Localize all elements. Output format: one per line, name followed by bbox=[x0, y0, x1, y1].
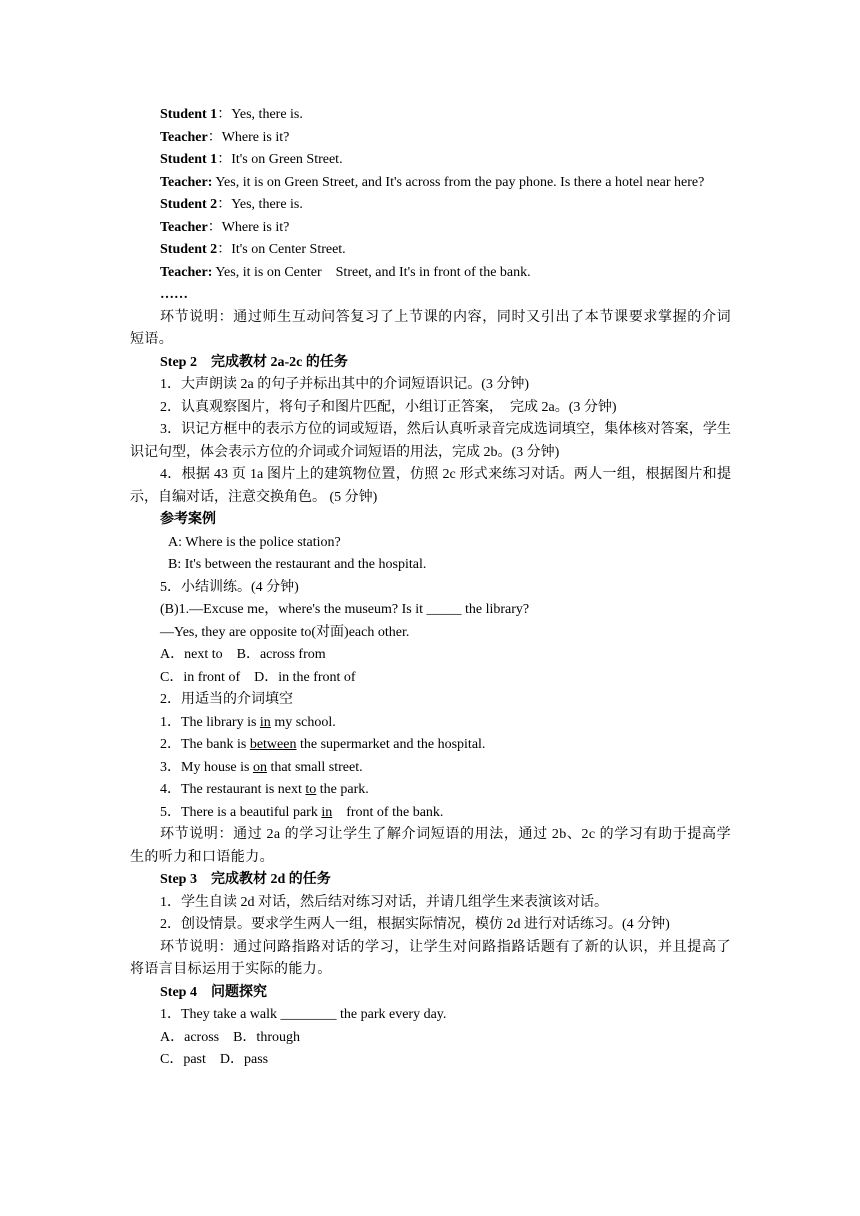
speaker-label: Student 1 bbox=[160, 152, 218, 167]
dialogue-line bbox=[130, 127, 731, 150]
dialogue-line bbox=[130, 104, 731, 127]
speaker-label: Teacher bbox=[160, 129, 208, 145]
fill-title: 2．用适当的介词填空 bbox=[160, 692, 293, 707]
dialogue-line bbox=[130, 194, 731, 217]
ellipsis: …… bbox=[160, 287, 188, 302]
dialogue-text: Where is it? bbox=[221, 129, 290, 145]
separator: ： bbox=[217, 107, 232, 122]
speaker-label: Teacher: bbox=[160, 174, 213, 190]
step-heading bbox=[130, 869, 731, 892]
question: (B)1.—Excuse me，where's the museum? Is it _____ the library? bbox=[160, 602, 530, 617]
fill-answer: in bbox=[321, 804, 333, 820]
separator: ： bbox=[217, 242, 232, 257]
list-item: 1．学生自读 2d 对话，然后结对练习对话，并请几组学生来表演该对话。 bbox=[160, 894, 608, 910]
question: 1．They take a walk ________ the park every day. bbox=[160, 1007, 447, 1022]
fill-pre: 4．The restaurant is next bbox=[160, 782, 306, 797]
fill-pre: 2．The bank is bbox=[160, 737, 250, 752]
dialogue-line bbox=[130, 239, 731, 262]
fill-answer: in bbox=[259, 714, 271, 730]
list-item: 2．创设情景。要求学生两人一组，根据实际情况，模仿 2d 进行对话练习。(4 分钟) bbox=[160, 917, 670, 932]
step-tag: Step 3 bbox=[160, 872, 197, 887]
reference-line: B: It's between the restaurant and the hospital. bbox=[168, 557, 427, 572]
step-title: 完成教材 2d 的任务 bbox=[210, 872, 331, 887]
fill-item bbox=[130, 712, 731, 735]
section-note: 环节说明：通过 2a 的学习让学生了解介词短语的用法，通过 2b、2c 的学习有助于提高学生的听力和口语能力。 bbox=[130, 827, 731, 865]
separator: ： bbox=[207, 129, 222, 145]
step-title: 问题探究 bbox=[210, 984, 267, 1000]
fill-item bbox=[130, 757, 731, 780]
fill-item bbox=[130, 802, 731, 825]
step-heading bbox=[130, 982, 731, 1005]
step-tag: Step 4 bbox=[160, 984, 197, 1000]
dialogue-line bbox=[130, 262, 731, 285]
question-reply: —Yes, they are opposite to(对面)each other. bbox=[160, 624, 410, 640]
list-item: 1．大声朗读 2a 的句子并标出其中的介词短语识记。(3 分钟) bbox=[160, 377, 530, 392]
section-note: 环节说明：通过问路指路对话的学习，让学生对问路指路话题有了新的认识，并且提高了将语言目标运用于实际的能力。 bbox=[130, 939, 731, 977]
dialogue-text: It's on Green Street. bbox=[231, 152, 343, 167]
fill-post: that small street. bbox=[266, 759, 363, 775]
list-item: 2．认真观察图片，将句子和图片匹配，小组订正答案， 完成 2a。(3 分钟) bbox=[160, 399, 617, 415]
fill-post: front of the bank. bbox=[332, 804, 444, 820]
options-line: A．across B．through bbox=[160, 1029, 300, 1045]
section-note: 环节说明：通过师生互动问答复习了上节课的内容，同时又引出了本节课要求掌握的介词短语。 bbox=[130, 309, 731, 347]
fill-item bbox=[130, 734, 731, 757]
speaker-label: Student 2 bbox=[160, 242, 218, 257]
options-line: C．in front of D．in the front of bbox=[160, 669, 356, 685]
fill-answer: on bbox=[252, 759, 267, 775]
dialogue-text: Yes, it is on Center Street, and It's in front of the bank. bbox=[215, 264, 531, 280]
dialogue-text: Yes, there is. bbox=[231, 197, 303, 212]
reference-title: 参考案例 bbox=[160, 512, 216, 527]
speaker-label: Student 1 bbox=[160, 107, 218, 122]
fill-item bbox=[130, 779, 731, 802]
speaker-label: Teacher: bbox=[160, 264, 213, 280]
dialogue-text: It's on Center Street. bbox=[231, 242, 346, 257]
speaker-label: Student 2 bbox=[160, 197, 218, 212]
document-body bbox=[130, 104, 731, 1072]
list-item: 5．小结训练。(4 分钟) bbox=[160, 579, 299, 595]
fill-pre: 1．The library is bbox=[160, 714, 260, 730]
options-line: C．past D．pass bbox=[160, 1052, 269, 1067]
fill-pre: 3．My house is bbox=[160, 759, 253, 775]
fill-post: the supermarket and the hospital. bbox=[296, 737, 486, 752]
dialogue-text: Yes, there is. bbox=[231, 107, 303, 122]
separator: ： bbox=[217, 152, 232, 167]
dialogue-line bbox=[130, 149, 731, 172]
fill-post: the park. bbox=[316, 782, 369, 797]
options-line: A．next to B．across from bbox=[160, 647, 326, 662]
dialogue-line bbox=[130, 217, 731, 240]
dialogue-text: Yes, it is on Green Street, and It's across from the pay phone. Is there a hotel near here? bbox=[215, 174, 705, 190]
speaker-label: Teacher bbox=[160, 219, 208, 235]
dialogue-line bbox=[130, 172, 731, 195]
fill-answer: between bbox=[249, 737, 297, 752]
list-item: 3．识记方框中的表示方位的词或短语，然后认真听录音完成选词填空，集体核对答案，学生识记句型，体会表示方位的介词或介词短语的用法，完成 2b。(3 分钟) bbox=[130, 422, 731, 460]
step-tag: Step 2 bbox=[160, 354, 197, 370]
step-title: 完成教材 2a-2c 的任务 bbox=[210, 354, 348, 370]
fill-pre: 5．There is a beautiful park bbox=[160, 804, 322, 820]
separator: ： bbox=[217, 197, 232, 212]
list-item: 4．根据 43 页 1a 图片上的建筑物位置，仿照 2c 形式来练习对话。两人一组，根据图片和提示，自编对话，注意交换角色。 (5 分钟) bbox=[130, 467, 731, 505]
fill-post: my school. bbox=[270, 714, 336, 730]
fill-answer: to bbox=[305, 782, 317, 797]
dialogue-text: Where is it? bbox=[221, 219, 290, 235]
step-heading bbox=[130, 352, 731, 375]
separator: ： bbox=[207, 219, 222, 235]
reference-line: A: Where is the police station? bbox=[168, 534, 341, 550]
